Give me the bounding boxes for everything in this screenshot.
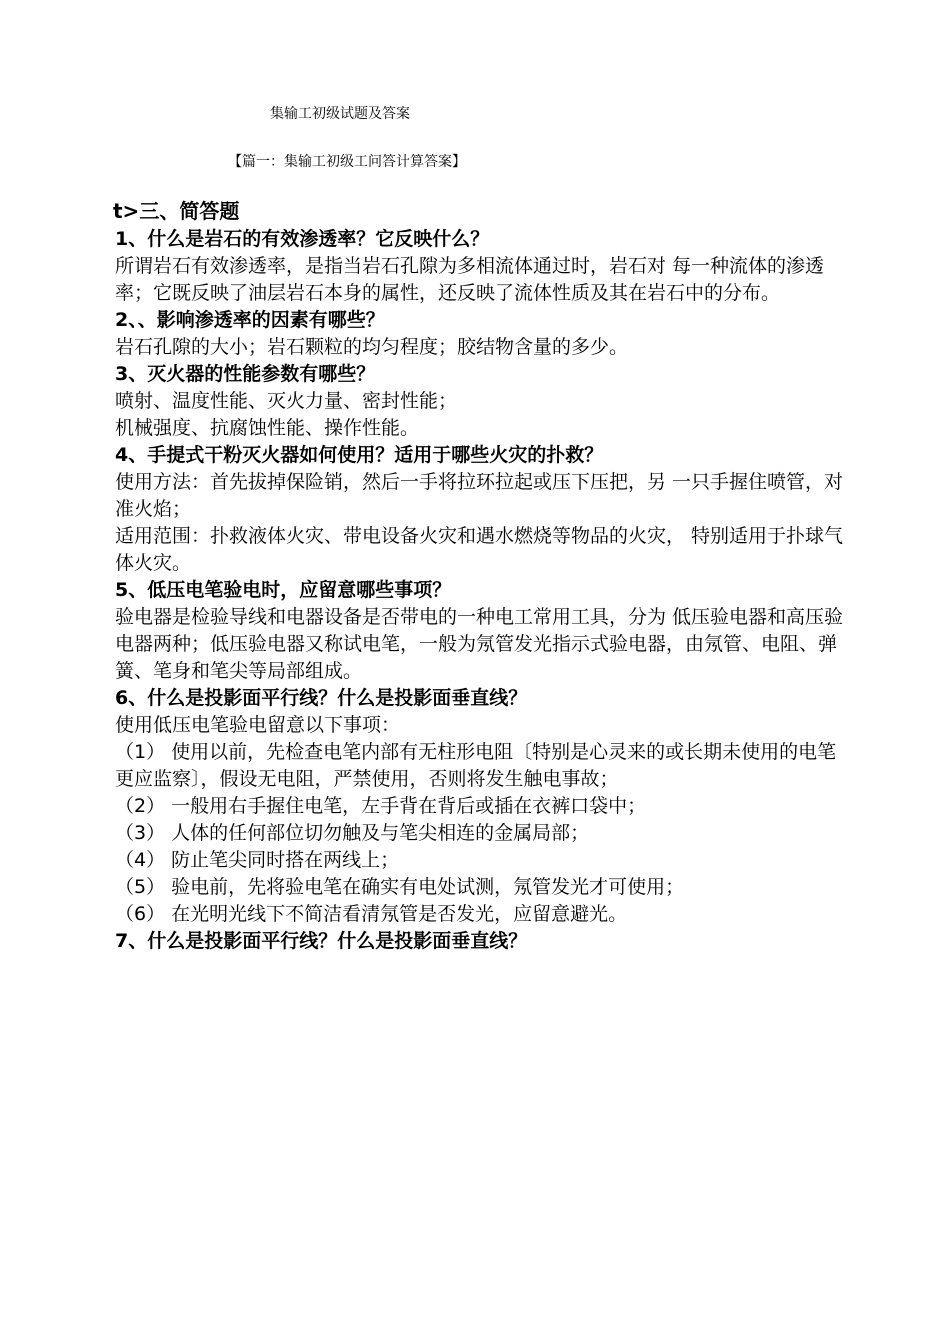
- answer-2-para-1: 岩石孔隙的大小；岩石颗粒的均匀程度；胶结物含量的多少。: [115, 336, 629, 358]
- question-2: 2、、影响渗透率的因素有哪些？: [115, 309, 385, 331]
- answer-3-para-1: 喷射、温度性能、灭火力量、密封性能；: [115, 390, 458, 412]
- question-1: 1、什么是岩石的有效渗透率？它反映什么？: [115, 228, 490, 250]
- answer-6-para-3: （2） 一般用右手握住电笔，左手背在背后或插在衣裤口袋中；: [115, 795, 647, 817]
- answer-6-para-6: （5） 验电前，先将验电笔在确实有电处试测，氖管发光才可使用；: [115, 876, 685, 898]
- answer-6-para-5: （4） 防止笔尖同时搭在两线上；: [115, 849, 400, 871]
- question-7: 7、什么是投影面平行线？什么是投影面垂直线？: [115, 930, 528, 952]
- answer-5-para-1: 验电器是检验导线和电器设备是否带电的一种电工常用工具，分为 低压验电器和高压验电器两种；低压验电器又称试电笔，一般为氖管发光指示式验电器，由氖管、电阻、弹簧、笔身和笔尖等局部组成。: [115, 606, 844, 682]
- document-title: 集输工初级试题及答案: [270, 106, 410, 122]
- section-heading: t>三、简答题: [113, 199, 240, 223]
- answer-4-para-2: 适用范围：扑救液体火灾、带电设备火灾和遇水燃烧等物品的火灾， 特别适用于扑球气体火灾。: [115, 525, 844, 574]
- answer-6-para-1: 使用低压电笔验电留意以下事项：: [115, 714, 401, 736]
- answer-6-para-2: （1） 使用以前，先检查电笔内部有无柱形电阻〔特别是心灵来的或长期未使用的电笔更应监察〕，假设无电阻，严禁使用，否则将发生触电事故；: [115, 741, 837, 790]
- answer-6-para-7: （6） 在光明光线下不简洁看清氖管是否发光，应留意避光。: [115, 903, 628, 925]
- answer-6-para-4: （3） 人体的任何部位切勿触及与笔尖相连的金属局部；: [115, 822, 590, 844]
- question-4: 4、手提式干粉灭火器如何使用？适用于哪些火灾的扑救？: [115, 444, 604, 466]
- question-3: 3、灭火器的性能参数有哪些？: [115, 363, 376, 385]
- answer-4-para-1: 使用方法：首先拔掉保险销，然后一手将拉环拉起或压下压把，另 一只手握住喷管，对准火焰；: [115, 471, 844, 520]
- question-5: 5、低压电笔验电时，应留意哪些事项？: [115, 579, 452, 601]
- answer-1-para-1: 所谓岩石有效渗透率，是指当岩石孔隙为多相流体通过时，岩石对 每一种流体的渗透率；它既反映了油层岩石本身的属性，还反映了流体性质及其在岩石中的分布。: [115, 255, 825, 304]
- question-6: 6、什么是投影面平行线？什么是投影面垂直线？: [115, 687, 528, 709]
- answer-3-para-2: 机械强度、抗腐蚀性能、操作性能。: [115, 417, 420, 439]
- qa-content: [115, 226, 845, 955]
- document-subtitle: 【篇一：集输工初级工问答计算答案】: [228, 154, 466, 170]
